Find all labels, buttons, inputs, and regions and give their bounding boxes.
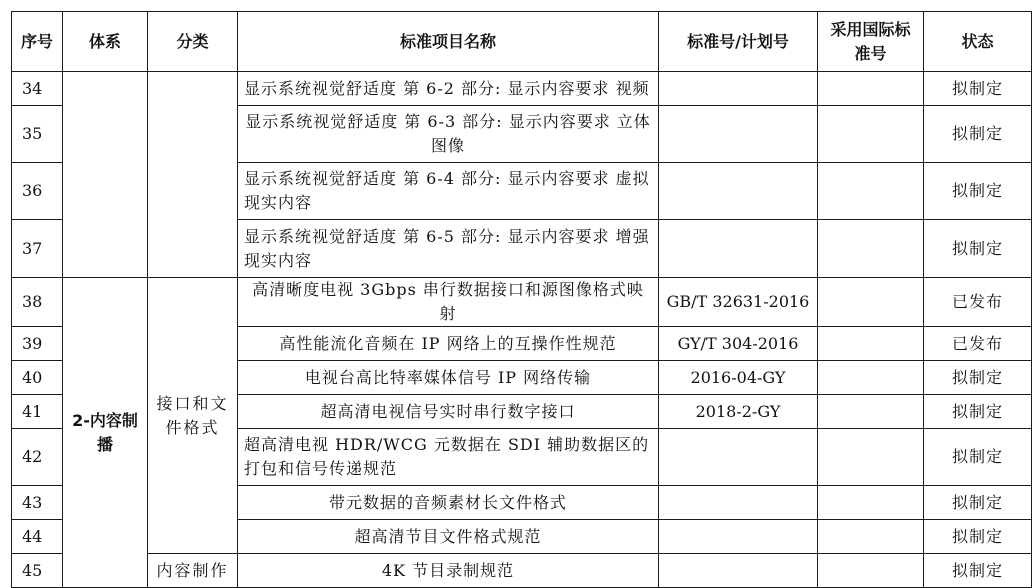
category-interface: 接口和文件格式 xyxy=(148,278,238,554)
status-cell: 拟制定 xyxy=(924,72,1032,106)
intl-cell xyxy=(818,554,924,588)
status-cell: 拟制定 xyxy=(924,395,1032,429)
number-cell: 2016-04-GY xyxy=(659,361,818,395)
name-cell: 电视台高比特率媒体信号 IP 网络传输 xyxy=(238,361,659,395)
number-cell xyxy=(659,520,818,554)
category-cell-empty xyxy=(148,72,238,278)
system-cell-empty xyxy=(63,72,148,278)
number-cell xyxy=(659,220,818,278)
intl-cell xyxy=(818,106,924,163)
seq-cell: 35 xyxy=(12,106,63,163)
number-cell: GY/T 304-2016 xyxy=(659,327,818,361)
seq-cell: 38 xyxy=(12,278,63,327)
name-cell: 超高清电视信号实时串行数字接口 xyxy=(238,395,659,429)
intl-cell xyxy=(818,486,924,520)
header-status: 状态 xyxy=(924,12,1032,72)
seq-cell: 39 xyxy=(12,327,63,361)
number-cell xyxy=(659,106,818,163)
number-cell xyxy=(659,163,818,220)
seq-cell: 36 xyxy=(12,163,63,220)
intl-cell xyxy=(818,72,924,106)
category-production: 内容制作 xyxy=(148,554,238,588)
seq-cell: 34 xyxy=(12,72,63,106)
intl-cell xyxy=(818,327,924,361)
table-row xyxy=(12,278,1032,327)
header-system: 体系 xyxy=(63,12,148,72)
intl-cell xyxy=(818,220,924,278)
status-cell: 拟制定 xyxy=(924,163,1032,220)
seq-cell: 44 xyxy=(12,520,63,554)
name-cell: 带元数据的音频素材长文件格式 xyxy=(238,486,659,520)
standards-table xyxy=(11,11,1032,588)
intl-cell xyxy=(818,429,924,486)
status-cell: 拟制定 xyxy=(924,220,1032,278)
status-cell: 已发布 xyxy=(924,278,1032,327)
table-row xyxy=(12,72,1032,106)
status-cell: 拟制定 xyxy=(924,361,1032,395)
number-cell xyxy=(659,554,818,588)
number-cell xyxy=(659,429,818,486)
name-cell: 高清晰度电视 3Gbps 串行数据接口和源图像格式映射 xyxy=(238,278,659,327)
system-label: 2-内容制播 xyxy=(63,278,148,588)
number-cell xyxy=(659,72,818,106)
status-cell: 拟制定 xyxy=(924,429,1032,486)
name-cell: 显示系统视觉舒适度 第 6-2 部分: 显示内容要求 视频 xyxy=(238,72,659,106)
status-cell: 拟制定 xyxy=(924,520,1032,554)
name-cell: 显示系统视觉舒适度 第 6-3 部分: 显示内容要求 立体图像 xyxy=(238,106,659,163)
number-cell: GB/T 32631-2016 xyxy=(659,278,818,327)
header-category: 分类 xyxy=(148,12,238,72)
table-row xyxy=(12,554,1032,588)
intl-cell xyxy=(818,395,924,429)
status-cell: 拟制定 xyxy=(924,106,1032,163)
seq-cell: 42 xyxy=(12,429,63,486)
name-cell: 显示系统视觉舒适度 第 6-4 部分: 显示内容要求 虚拟现实内容 xyxy=(238,163,659,220)
name-cell: 4K 节目录制规范 xyxy=(238,554,659,588)
number-cell: 2018-2-GY xyxy=(659,395,818,429)
seq-cell: 43 xyxy=(12,486,63,520)
seq-cell: 40 xyxy=(12,361,63,395)
header-intl: 采用国际标准号 xyxy=(818,12,924,72)
name-cell: 显示系统视觉舒适度 第 6-5 部分: 显示内容要求 增强现实内容 xyxy=(238,220,659,278)
name-cell: 超高清电视 HDR/WCG 元数据在 SDI 辅助数据区的打包和信号传递规范 xyxy=(238,429,659,486)
seq-cell: 37 xyxy=(12,220,63,278)
name-cell: 超高清节目文件格式规范 xyxy=(238,520,659,554)
header-row xyxy=(12,12,1032,72)
status-cell: 已发布 xyxy=(924,327,1032,361)
status-cell: 拟制定 xyxy=(924,554,1032,588)
seq-cell: 45 xyxy=(12,554,63,588)
seq-cell: 41 xyxy=(12,395,63,429)
header-number: 标准号/计划号 xyxy=(659,12,818,72)
intl-cell xyxy=(818,361,924,395)
intl-cell xyxy=(818,163,924,220)
intl-cell xyxy=(818,278,924,327)
name-cell: 高性能流化音频在 IP 网络上的互操作性规范 xyxy=(238,327,659,361)
number-cell xyxy=(659,486,818,520)
intl-cell xyxy=(818,520,924,554)
status-cell: 拟制定 xyxy=(924,486,1032,520)
header-seq: 序号 xyxy=(12,12,63,72)
header-name: 标准项目名称 xyxy=(238,12,659,72)
